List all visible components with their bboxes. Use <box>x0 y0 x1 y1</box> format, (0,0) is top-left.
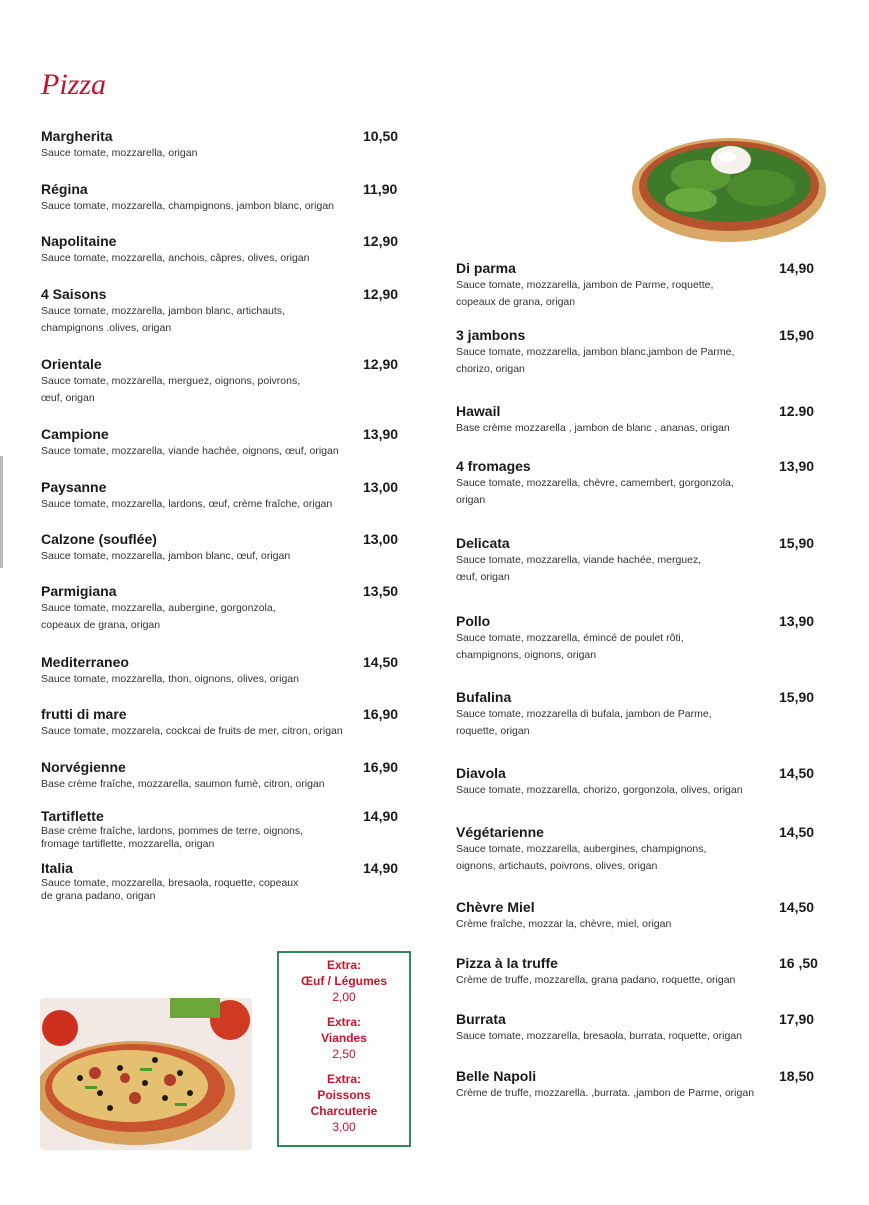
item-name: Margherita <box>41 128 113 144</box>
description-line: Base crème fraîche, mozzarella, saumon fumè, citron, origan <box>41 778 325 790</box>
item-price: 15,90 <box>779 689 815 705</box>
description-line: Base crème fraîche, lardons, pommes de terre, oignons, <box>41 825 304 837</box>
description-line: Sauce tomate, mozzarella, jambon blanc,jambon de Parme, <box>456 346 735 358</box>
item-description <box>456 277 826 311</box>
menu-item <box>41 233 411 267</box>
item-description <box>41 443 411 460</box>
menu-item <box>41 759 411 793</box>
item-description <box>41 548 411 565</box>
item-price: 13,90 <box>779 458 815 474</box>
menu-item <box>41 356 411 407</box>
menu-item <box>41 531 411 565</box>
description-line: copeaux de grana, origan <box>456 296 576 308</box>
item-price: 10,50 <box>363 128 399 144</box>
item-description <box>41 600 411 634</box>
item-price: 14,90 <box>363 808 399 824</box>
item-name: Belle Napoli <box>456 1068 537 1084</box>
description-line: Sauce tomate, mozzarella, aubergines, champignons, <box>456 843 707 855</box>
extras-box <box>277 951 411 1147</box>
item-price: 13,90 <box>779 613 815 629</box>
description-line: Sauce tomate, mozzarella, jambon blanc, artichauts, <box>41 305 285 317</box>
item-description <box>41 671 411 688</box>
item-name: Campione <box>41 426 109 442</box>
description-line: de grana padano, origan <box>41 890 156 902</box>
item-name: Calzone (souflée) <box>41 531 157 547</box>
item-name: Tartiflette <box>41 808 104 824</box>
description-line: Sauce tomate, mozzarella, viande hachée, oignons, œuf, origan <box>41 445 339 457</box>
extra-label: Extra: <box>326 1072 361 1086</box>
extra-price: 2,00 <box>332 990 356 1004</box>
description-line: Sauce tomate, mozzarella, origan <box>41 147 198 159</box>
description-line: Sauce tomate, mozzarella di bufala, jambon de Parme, <box>456 708 712 720</box>
item-description <box>41 303 411 337</box>
description-line: Sauce tomate, mozzarella, jambon blanc, œuf, origan <box>41 550 291 562</box>
item-description <box>41 496 411 513</box>
item-price: 13,90 <box>363 426 399 442</box>
item-description <box>41 877 411 903</box>
description-line: Base crème mozzarella , jambon de blanc , ananas, origan <box>456 422 730 434</box>
description-line: œuf, origan <box>41 392 95 404</box>
description-line: Sauce tomate, mozzarela, cockcai de fruits de mer, citron, origan <box>41 725 343 737</box>
item-name: Chèvre Miel <box>456 899 535 915</box>
menu-item <box>41 479 411 513</box>
item-price: 17,90 <box>779 1011 815 1027</box>
description-line: roquette, origan <box>456 725 530 737</box>
item-description <box>456 706 826 740</box>
menu-item <box>41 286 411 337</box>
description-line: Sauce tomate, mozzarella, champignons, jambon blanc, origan <box>41 200 334 212</box>
item-name: Diavola <box>456 765 506 781</box>
extra-label: Viandes <box>321 1031 367 1045</box>
item-price: 14,50 <box>779 824 815 840</box>
item-price: 15,90 <box>779 327 815 343</box>
item-price: 13,00 <box>363 531 399 547</box>
item-description <box>41 198 411 215</box>
description-line: Sauce tomate, mozzarella, bresaola, burrata, roquette, origan <box>456 1030 742 1042</box>
menu-item <box>41 426 411 460</box>
description-line: champignons .olives, origan <box>41 322 172 334</box>
item-description <box>456 916 826 933</box>
extra-label: Extra: <box>326 958 361 972</box>
menu-item <box>456 765 826 799</box>
menu-item <box>41 181 411 215</box>
item-name: Delicata <box>456 535 510 551</box>
page-edge-mark <box>0 456 3 568</box>
description-line: chorizo, origan <box>456 363 525 375</box>
item-price: 12.90 <box>779 403 815 419</box>
item-description <box>456 552 826 586</box>
menu-title: Pizza <box>41 68 107 101</box>
menu-item <box>41 706 411 740</box>
item-name: Régina <box>41 181 88 197</box>
item-name: 3 jambons <box>456 327 526 343</box>
description-line: Sauce tomate, mozzarella, bresaola, roquette, copeaux <box>41 877 299 889</box>
description-line: Sauce tomate, mozzarella, merguez, oignons, poivrons, <box>41 375 301 387</box>
item-name: 4 fromages <box>456 458 531 474</box>
description-line: Sauce tomate, mozzarella, lardons, œuf, crème fraîche, origan <box>41 498 333 510</box>
item-name: Norvégienne <box>41 759 126 775</box>
item-description <box>456 782 826 799</box>
item-price: 11,90 <box>363 181 398 197</box>
menu-item <box>456 535 826 586</box>
item-price: 13,50 <box>363 583 399 599</box>
item-price: 12,90 <box>363 356 399 372</box>
item-price: 13,00 <box>363 479 399 495</box>
menu-item <box>456 689 826 740</box>
menu-item <box>456 1068 826 1102</box>
extra-price: 3,00 <box>332 1120 356 1134</box>
item-price: 16,90 <box>363 759 399 775</box>
item-description <box>456 475 826 509</box>
item-description <box>41 825 411 851</box>
menu-item <box>41 860 411 903</box>
menu-item <box>41 808 411 851</box>
item-price: 14,50 <box>779 899 815 915</box>
item-description <box>456 1085 826 1102</box>
item-price: 12,90 <box>363 233 399 249</box>
item-description <box>41 776 411 793</box>
menu-item <box>456 899 826 933</box>
item-name: Di parma <box>456 260 516 276</box>
item-description <box>456 841 826 875</box>
menu-item <box>456 955 826 989</box>
item-price: 18,50 <box>779 1068 815 1084</box>
item-price: 16 ,50 <box>779 955 818 971</box>
item-description <box>456 972 826 989</box>
item-description <box>41 145 411 162</box>
item-name: Pizza à la truffe <box>456 955 558 971</box>
item-name: Italia <box>41 860 73 876</box>
extra-label: Poissons <box>317 1088 371 1102</box>
menu-item <box>41 654 411 688</box>
extra-label: Œuf / Légumes <box>300 974 387 988</box>
menu-item <box>41 583 411 634</box>
extra-label: Extra: <box>326 1015 361 1029</box>
item-description <box>456 1028 826 1045</box>
item-price: 14,90 <box>363 860 399 876</box>
item-price: 14,90 <box>779 260 815 276</box>
description-line: Sauce tomate, mozzarella, chèvre, camembert, gorgonzola, <box>456 477 734 489</box>
item-description <box>456 630 826 664</box>
item-price: 15,90 <box>779 535 815 551</box>
item-name: frutti di mare <box>41 706 127 722</box>
description-line: Sauce tomate, mozzarella, chorizo, gorgonzola, olives, origan <box>456 784 743 796</box>
description-line: Crème de truffe, mozzarella. ,burrata. ,jambon de Parme, origan <box>456 1087 755 1099</box>
description-line: Sauce tomate, mozzarella, jambon de Parme, roquette, <box>456 279 714 291</box>
menu-item <box>456 327 826 378</box>
item-name: Orientale <box>41 356 102 372</box>
description-line: champignons, oignons, origan <box>456 649 597 661</box>
item-price: 12,90 <box>363 286 399 302</box>
extra-label: Charcuterie <box>310 1104 378 1118</box>
menu-item <box>456 458 826 509</box>
description-line: oignons, artichauts, poivrons, olives, origan <box>456 860 658 872</box>
item-name: 4 Saisons <box>41 286 107 302</box>
menu-item <box>456 824 826 875</box>
extra-price: 2,50 <box>332 1047 356 1061</box>
menu-item <box>456 260 826 311</box>
item-name: Végétarienne <box>456 824 544 840</box>
pizza-toppings-image <box>40 998 252 1150</box>
item-name: Burrata <box>456 1011 506 1027</box>
description-line: Sauce tomate, mozzarella, thon, oignons, olives, origan <box>41 673 299 685</box>
menu-item <box>41 128 411 162</box>
description-line: œuf, origan <box>456 571 510 583</box>
description-line: fromage tartiflette, mozzarella, origan <box>41 838 215 850</box>
item-description <box>456 344 826 378</box>
item-description <box>456 420 826 437</box>
item-name: Bufalina <box>456 689 512 705</box>
item-price: 14,50 <box>363 654 399 670</box>
description-line: origan <box>456 494 486 506</box>
description-line: Sauce tomate, mozzarella, aubergine, gorgonzola, <box>41 602 276 614</box>
item-name: Hawail <box>456 403 501 419</box>
item-description <box>41 250 411 267</box>
item-name: Napolitaine <box>41 233 117 249</box>
pizza-arugula-image <box>631 128 828 245</box>
item-description <box>41 373 411 407</box>
menu-item <box>456 1011 826 1045</box>
description-line: Crème de truffe, mozzarella, grana padano, roquette, origan <box>456 974 736 986</box>
description-line: Crème fraîche, mozzar la, chèvre, miel, origan <box>456 918 672 930</box>
item-name: Pollo <box>456 613 491 629</box>
description-line: Sauce tomate, mozzarella, viande hachée, merguez, <box>456 554 702 566</box>
item-name: Mediterraneo <box>41 654 129 670</box>
description-line: Sauce tomate, mozzarella, émincé de poulet rôti, <box>456 632 684 644</box>
menu-item <box>456 403 826 437</box>
item-name: Parmigiana <box>41 583 117 599</box>
item-description <box>41 723 411 740</box>
description-line: Sauce tomate, mozzarella, anchois, câpres, olives, origan <box>41 252 310 264</box>
menu-item <box>456 613 826 664</box>
description-line: copeaux de grana, origan <box>41 619 161 631</box>
item-price: 14,50 <box>779 765 815 781</box>
item-name: Paysanne <box>41 479 107 495</box>
item-price: 16,90 <box>363 706 399 722</box>
